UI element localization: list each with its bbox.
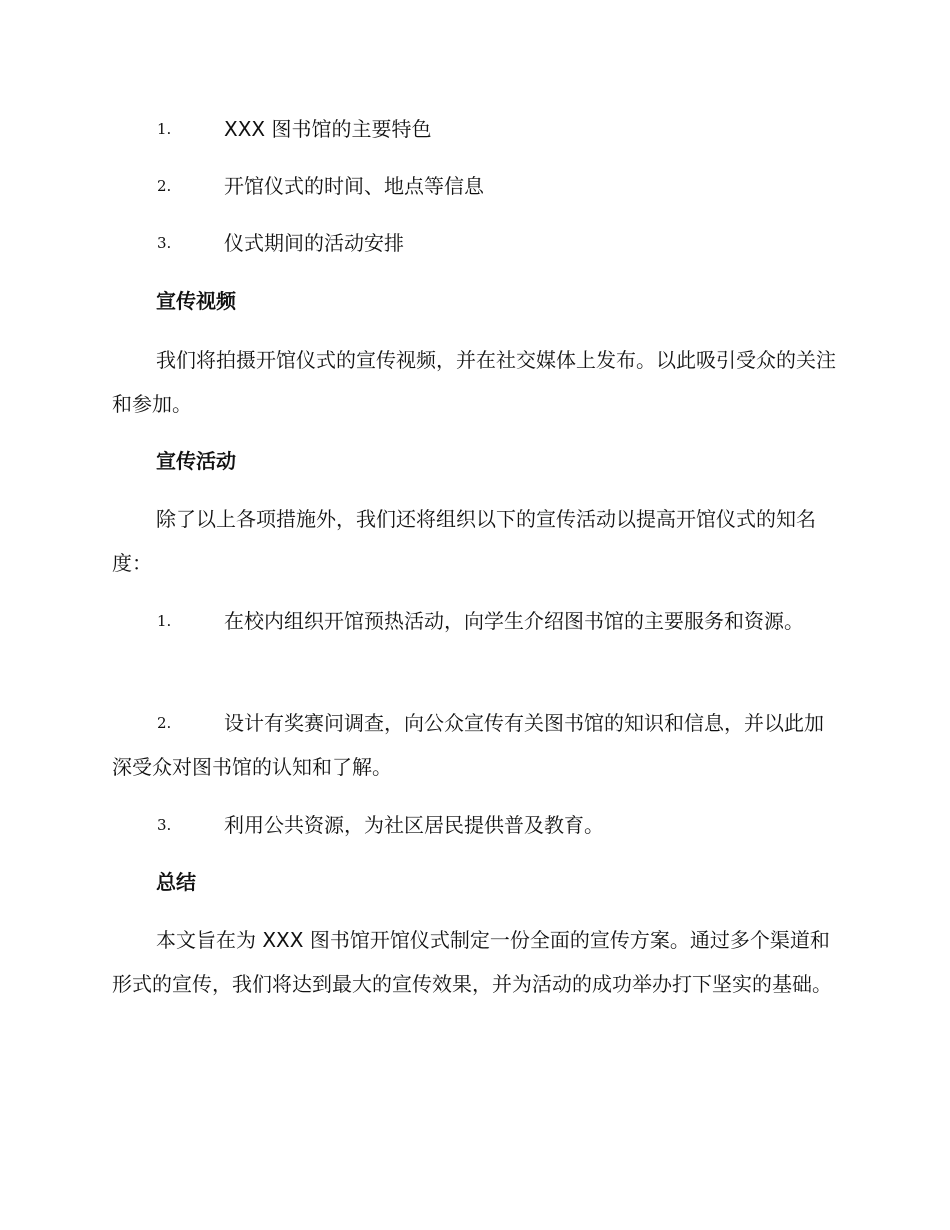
list-item <box>112 107 837 151</box>
paragraph-summary: 本文旨在为 XXX 图书馆开馆仪式制定一份全面的宣传方案。通过多个渠道和形式的宣传，我们将达到最大的宣传效果，并为活动的成功举办打下坚实的基础。 <box>112 928 832 996</box>
list-text: 在校内组织开馆预热活动，向学生介绍图书馆的主要服务和资源。 <box>224 609 804 633</box>
list-text: 利用公共资源，为社区居民提供普及教育。 <box>224 813 604 837</box>
list-item <box>112 164 837 208</box>
list-number: 3. <box>157 234 172 252</box>
list-text: 设计有奖赛问调查，向公众宣传有关图书馆的知识和信息，并以此加深受众对图书馆的认知和了解。 <box>112 711 824 779</box>
section-heading-activity: 宣传活动 <box>156 449 236 473</box>
list-number: 1. <box>157 612 172 630</box>
list-number: 2. <box>157 714 172 732</box>
list-number: 3. <box>157 816 172 834</box>
list-text: XXX 图书馆的主要特色 <box>224 117 432 141</box>
paragraph-video: 我们将拍摄开馆仪式的宣传视频，并在社交媒体上发布。以此吸引受众的关注和参加。 <box>112 348 836 416</box>
paragraph-activity: 除了以上各项措施外，我们还将组织以下的宣传活动以提高开馆仪式的知名度： <box>112 507 816 575</box>
list-number: 2. <box>157 177 172 195</box>
section-heading-summary: 总结 <box>156 870 196 894</box>
list-item <box>112 599 837 643</box>
list-item <box>112 701 837 789</box>
list-text: 开馆仪式的时间、地点等信息 <box>224 174 484 198</box>
section-heading-video: 宣传视频 <box>156 289 236 313</box>
list-item <box>112 803 837 847</box>
list-item <box>112 221 837 265</box>
list-text: 仪式期间的活动安排 <box>224 231 404 255</box>
list-number: 1. <box>157 120 172 138</box>
